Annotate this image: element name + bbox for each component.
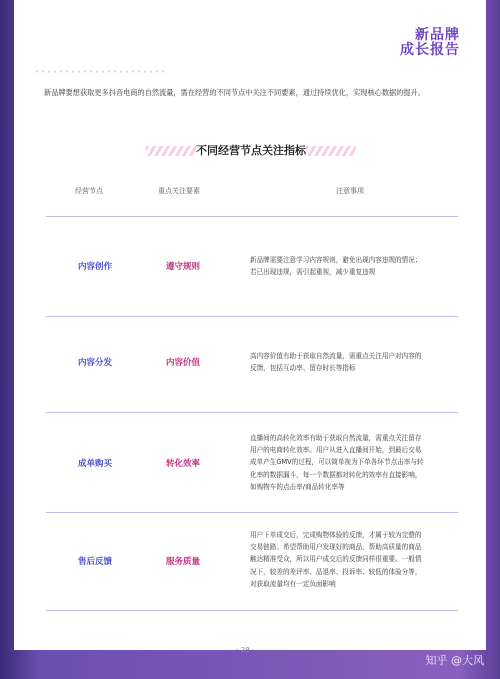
table-divider [46,316,458,317]
table-divider [46,216,458,217]
note-line: 如购物车的点击率/商品转化率等 [250,482,345,491]
row-3-node: 成单购买 [77,459,112,469]
logo-line-1: 新品牌 [415,27,460,43]
header-node: 经营节点 [75,187,103,195]
note-line: 对获取流量均有一定负面影响 [250,579,336,588]
row-4-node: 售后反馈 [77,557,112,567]
header-focus: 重点关注要素 [158,187,200,195]
table-divider [46,512,458,513]
table-title: 不同经营节点关注指标 [196,144,306,157]
row-2-focus: 内容价值 [165,358,200,368]
row-1-focus: 遵守规则 [165,262,200,272]
row-1-note [250,254,462,278]
brand-logo [400,28,460,57]
header-note: 注意事项 [336,187,364,195]
note-line: 触达精准受众，所以用户成交后的反馈同样很重要。一般情 [250,555,422,564]
row-3-note [250,432,462,493]
note-line: 反馈，包括互动率、留存时长等指标 [250,364,356,373]
row-2-node: 内容分发 [77,358,112,368]
note-line: 若已出现违规，需引起重视，减少重复违规 [250,268,376,277]
note-line: 用户的电商转化效率。用户从进入直播间开始，到最后交易 [250,446,422,455]
page-number: - 29 - [236,646,255,654]
title-stripes-right [306,146,356,156]
row-1-node: 内容创作 [77,262,112,272]
note-line: 用户下单成交后，完成购物体验的反馈，才属于较为完整的 [250,531,422,539]
table-divider [46,610,458,611]
row-2-note [250,350,462,374]
row-4-focus: 服务质量 [165,557,200,567]
intro-paragraph: 新品牌要想获取更多抖音电商的自然流量，需在经营的不同节点中关注不同要素，通过持续优化，实现核心数据的提升。 [44,88,425,97]
note-line: 成单产生GMV的过程，可以简单视为下单各环节点击率与转 [250,458,424,467]
logo-line-2: 成长报告 [400,41,460,58]
note-line: 高内容价值有助于获取自然流量，需重点关注用户对内容的 [250,352,422,360]
note-line: 直播间的高转化效率有助于获取自然流量，需重点关注留存 [250,434,422,442]
note-line: 况下，较差的差评率、品退率、投诉率、较低的体验分等， [250,567,422,576]
watermark: 知乎 @大风 [425,654,484,667]
decorative-dots [34,70,164,73]
title-stripes-left [146,146,196,156]
row-3-focus: 转化效率 [165,459,200,469]
row-4-note [250,529,462,590]
table-title-banner [146,140,356,160]
note-line: 化率的数据漏斗，每一个数据都对转化的效率有直接影响， [250,470,422,479]
note-line: 新品牌需要注意学习内容规则，避免出现内容违规的情况； [250,256,422,264]
note-line: 交易链路。希望帮助用户发现好的商品，帮助高质量的商品 [250,543,422,552]
table-divider [46,412,458,413]
